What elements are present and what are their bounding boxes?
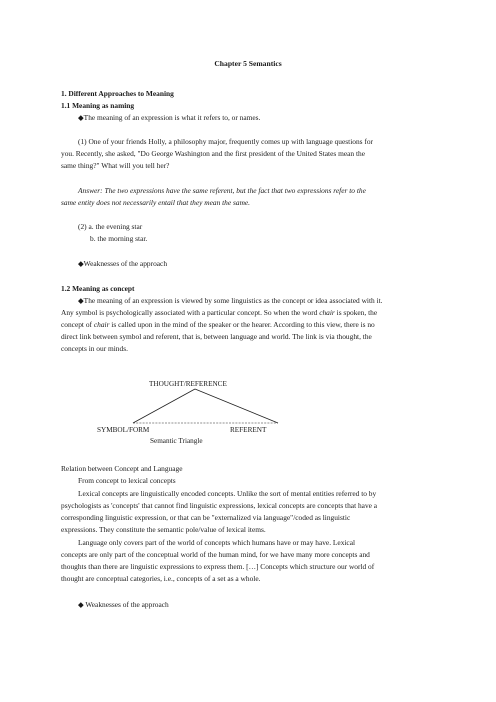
triangle-right-edge xyxy=(195,389,278,423)
triangle-left-edge xyxy=(133,389,195,423)
lexical-para-line-1: Lexical concepts are linguistically encoded concepts. Unlike the sort of mental entities referred to by xyxy=(78,489,377,498)
language-para-line-3: thoughts than there are linguistic expressions to express them. […] Concepts which structure our world of xyxy=(61,562,375,571)
answer-line-2: same entity does not necessarily entail that they mean the same. xyxy=(61,198,251,207)
chapter-title: Chapter 5 Semantics xyxy=(214,59,282,68)
answer-line-1: Answer: The two expressions have the same referent, but the fact that two expressions refer to the xyxy=(78,186,366,195)
lexical-para-line-3: corresponding linguistic expression, or that can be "externalized via language"/coded as linguistic xyxy=(61,513,351,522)
lexical-para-line-4: expressions. They constitute the semantic pole/value of lexical items. xyxy=(61,525,266,534)
example-a: (2) a. the evening star xyxy=(78,222,143,231)
subsection-heading-concept: 1.2 Meaning as concept xyxy=(61,284,135,293)
subsection-heading-naming: 1.1 Meaning as naming xyxy=(61,101,135,110)
naming-definition: ◆The meaning of an expression is what it refers to, or names. xyxy=(78,113,261,122)
relation-heading: Relation between Concept and Language xyxy=(61,464,183,473)
relation-subheading: From concept to lexical concepts xyxy=(78,476,176,485)
weaknesses-naming: ◆Weaknesses of the approach xyxy=(78,259,168,268)
language-para-line-1: Language only covers part of the world of concepts which humans have or may have. Lexical xyxy=(78,538,356,547)
concept-para-line-2: Any symbol is psychologically associated with a particular concept. So when the word chair is spoken, the xyxy=(61,308,378,317)
question-line-2: you. Recently, she asked, "Do George Washington and the first president of the United States mean the xyxy=(61,149,365,158)
language-para-line-4: thought are conceptual categories, i.e., concepts of a set as a whole. xyxy=(61,574,261,583)
weaknesses-concept: ◆ Weaknesses of the approach xyxy=(78,600,169,609)
example-b: b. the morning star. xyxy=(90,234,148,243)
section-heading-approaches: 1. Different Approaches to Meaning xyxy=(61,89,174,98)
question-line-3: same thing?" What will you tell her? xyxy=(61,161,170,170)
diagram-caption: Semantic Triangle xyxy=(150,437,203,445)
diagram-label-thought: THOUGHT/REFERENCE xyxy=(149,380,227,388)
language-para-line-2: concepts are only part of the conceptual world of the human mind, for we have many more concepts and xyxy=(61,550,370,559)
concept-para-line-5: concepts in our minds. xyxy=(61,344,128,353)
diagram-label-symbol: SYMBOL/FORM xyxy=(97,426,150,434)
concept-para-line-1: ◆The meaning of an expression is viewed by some linguistics as the concept or idea associated with it. xyxy=(78,296,383,305)
concept-para-line-3: concept of chair is called upon in the mind of the speaker or the hearer. According to this view, there is no xyxy=(61,320,375,329)
concept-para-line-4: direct link between symbol and referent, that is, between language and world. The link is via thought, the xyxy=(61,332,372,341)
lexical-para-line-2: psychologists as 'concepts' that cannot find linguistic expressions, lexical concepts are concepts that have a xyxy=(61,501,378,510)
diagram-label-referent: REFERENT xyxy=(230,426,267,434)
question-line-1: (1) One of your friends Holly, a philosophy major, frequently comes up with language questions for xyxy=(78,137,373,146)
